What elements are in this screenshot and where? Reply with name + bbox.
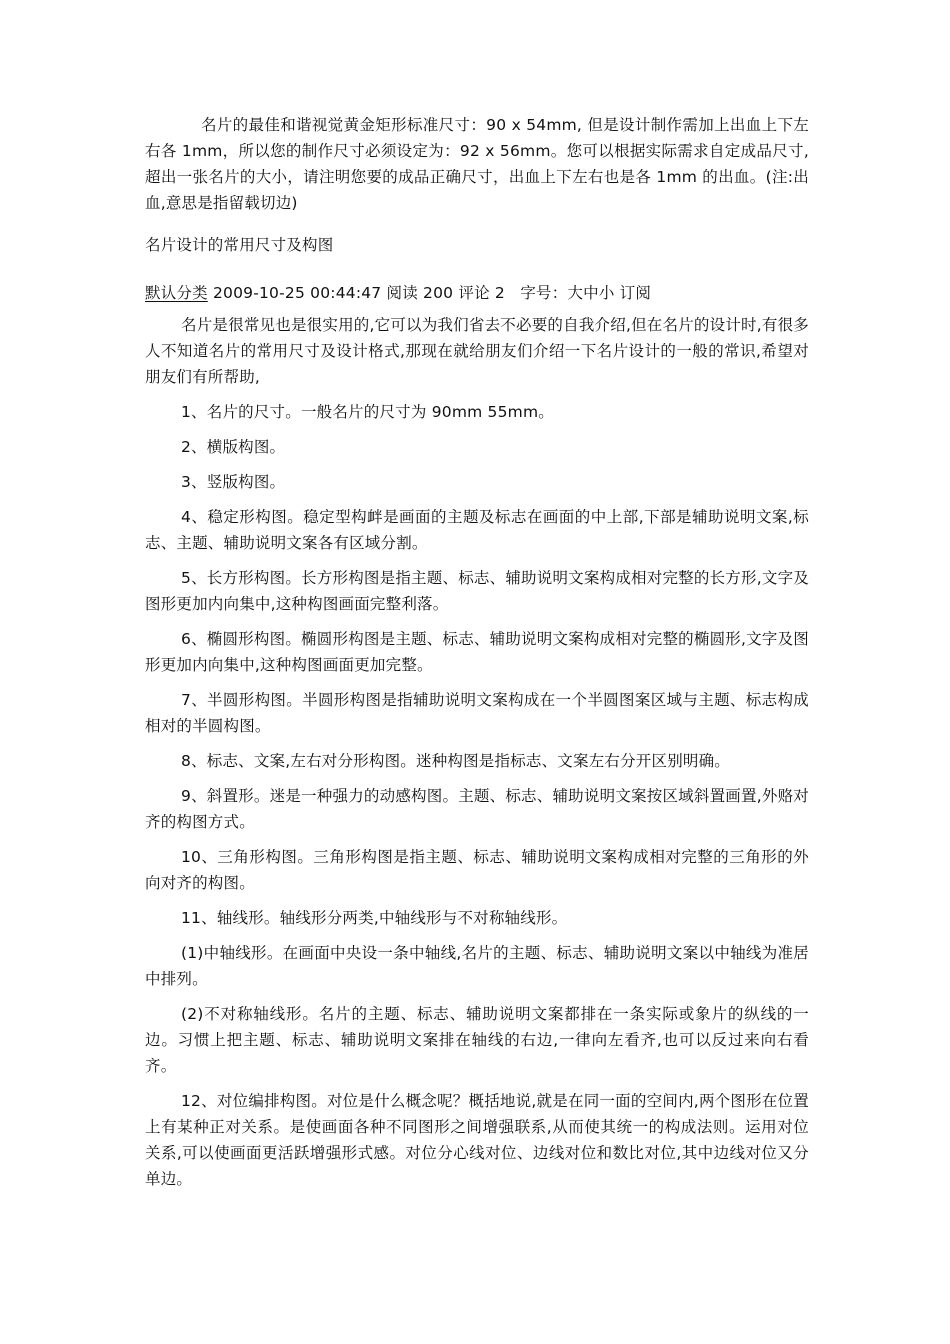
- list-item: 12、对位编排构图。对位是什么概念呢？概括地说,就是在同一面的空间内,两个图形在位置上有某种正对关系。是使画面各种不同图形之间增强联系,从而使其统一的构成法则。运用对位关系,可以使画面更活跃增强形式感。对位分心线对位、边线对位和数比对位,其中边线对位又分单边。: [145, 1092, 809, 1188]
- article-title: 名片设计的常用尺寸及构图: [145, 236, 334, 254]
- list-item: 10、三角形构图。三角形构图是指主题、标志、辅助说明文案构成相对完整的三角形的外向对齐的构图。: [145, 848, 809, 892]
- list-item: (2)不对称轴线形。名片的主题、标志、辅助说明文案都排在一条实际或象片的纵线的一边。习惯上把主题、标志、辅助说明文案排在轴线的右边,一律向左看齐,也可以反过来向右看齐。: [145, 1005, 809, 1075]
- opening-paragraph: 名片是很常见也是很实用的,它可以为我们省去不必要的自我介绍,但在名片的设计时,有很多人不知道名片的常用尺寸及设计格式,那现在就给朋友们介绍一下名片设计的一般的常识,希望对朋友们有所帮助,: [145, 316, 809, 386]
- list-item: 5、长方形构图。长方形构图是指主题、标志、辅助说明文案构成相对完整的长方形,文字及图形更加内向集中,这种构图画面完整利落。: [145, 569, 809, 613]
- font-size-large-link[interactable]: 大: [567, 284, 584, 302]
- read-count: 阅读 200: [386, 284, 454, 302]
- category-link[interactable]: 默认分类: [145, 284, 208, 302]
- list-item: 3、竖版构图。: [181, 473, 286, 491]
- list-item: 9、斜置形。迷是一种强力的动感构图。主题、标志、辅助说明文案按区域斜置画置,外赂对齐的构图方式。: [145, 787, 809, 831]
- post-datetime: 2009-10-25 00:44:47: [212, 284, 382, 302]
- subscribe-link[interactable]: 订阅: [619, 284, 652, 302]
- font-size-label: 字号：: [520, 284, 568, 302]
- list-item: (1)中轴线形。在画面中央设一条中轴线,名片的主题、标志、辅助说明文案以中轴线为准居中排列。: [145, 944, 809, 988]
- article-meta-line: [145, 280, 809, 306]
- list-item: 7、半圆形构图。半圆形构图是指辅助说明文案构成在一个半圆图案区域与主题、标志构成相对的半圆构图。: [145, 691, 809, 735]
- list-item: 11、轴线形。轴线形分两类,中轴线形与不对称轴线形。: [181, 909, 568, 927]
- document-page: [145, 112, 809, 1192]
- font-size-small-link[interactable]: 小: [598, 284, 615, 302]
- list-item: 8、标志、文案,左右对分形构图。迷种构图是指标志、文案左右分开区别明确。: [181, 752, 730, 770]
- list-item: 4、稳定形构图。稳定型构衅是画面的主题及标志在画面的中上部,下部是辅助说明文案,标志、主题、辅助说明文案各有区域分割。: [145, 508, 809, 552]
- list-item: 2、横版构图。: [181, 438, 286, 456]
- font-size-medium-link[interactable]: 中: [583, 284, 599, 302]
- list-item: 1、名片的尺寸。一般名片的尺寸为 90mm 55mm。: [181, 403, 554, 421]
- comment-count[interactable]: 评论 2: [458, 284, 505, 302]
- intro-paragraph: 名片的最佳和谐视觉黄金矩形标准尺寸：90 x 54mm, 但是设计制作需加上出血上下左右各 1mm，所以您的制作尺寸必须设定为：92 x 56mm。您可以根据实际需求自定成品尺寸,超出一张名片的大小，请注明您要的成品正确尺寸，出血上下左右也是各 1mm 的出血。(注:出血,意思是指留载切边): [145, 116, 809, 212]
- list-item: 6、椭圆形构图。椭圆形构图是主题、标志、辅助说明文案构成相对完整的椭圆形,文字及图形更加内向集中,这种构图画面更加完整。: [145, 630, 809, 674]
